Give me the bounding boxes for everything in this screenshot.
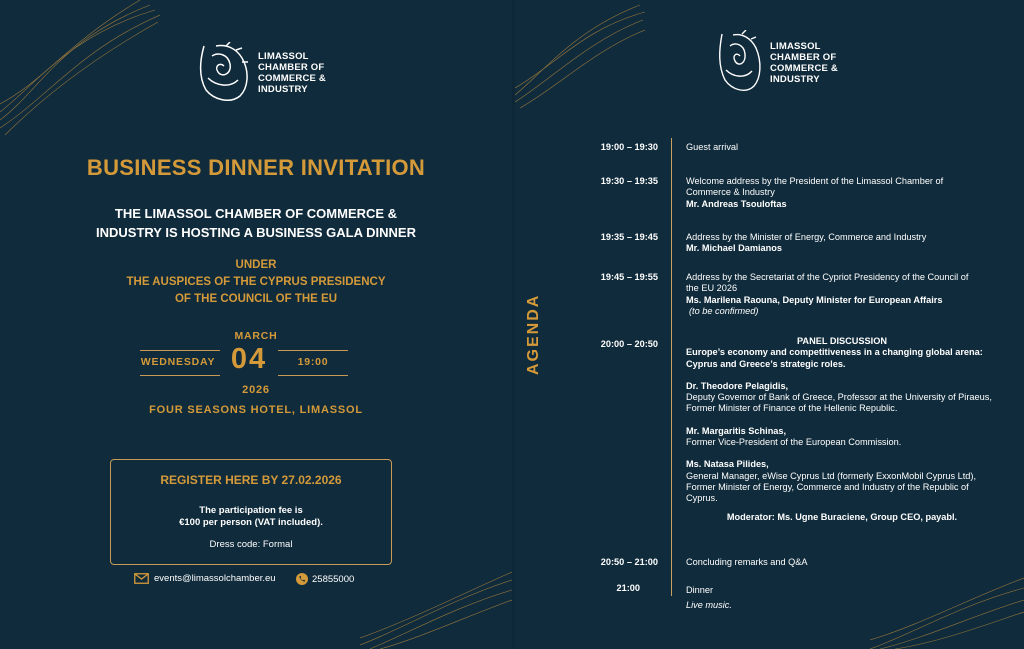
panel-topic: Europe’s economy and competitiveness in a changing global arena: Cyprus and Greece’s strategic roles. xyxy=(686,347,983,369)
phone-icon xyxy=(296,573,308,585)
agenda-item xyxy=(686,176,986,210)
phone-text[interactable]: 25855000 xyxy=(312,573,355,585)
panelist-name: Ms. Natasa Pilides, xyxy=(686,459,769,470)
event-year: 2026 xyxy=(242,384,270,396)
agenda-text: Welcome address by the President of the Limassol Chamber of Commerce & Industry xyxy=(686,176,944,198)
contact-phone[interactable] xyxy=(296,573,354,585)
agenda-text: Dinner xyxy=(686,585,714,595)
contact-email[interactable] xyxy=(134,573,276,584)
agenda-time: 19:35 – 19:45 xyxy=(600,232,658,242)
agenda-timeline-divider xyxy=(671,138,672,596)
envelope-icon xyxy=(134,573,149,584)
agenda-time: 20:00 – 20:50 xyxy=(600,339,658,349)
divider xyxy=(278,375,348,376)
panel-heading: PANEL DISCUSSION xyxy=(796,336,888,346)
agenda-speaker: Mr. Andreas Tsouloftas xyxy=(686,198,787,209)
auspices-line-1: UNDER xyxy=(235,259,277,271)
agenda-item xyxy=(686,142,1006,153)
agenda-panel xyxy=(515,0,1024,649)
logo-line2: CHAMBER OF xyxy=(258,62,325,73)
logo-line3: COMMERCE & xyxy=(770,63,838,74)
agenda-note: (to be confirmed) xyxy=(689,305,759,316)
agenda-item xyxy=(686,272,976,317)
panelist-role: Former Vice-President of the European Commission. xyxy=(686,437,902,448)
email-text[interactable]: events@limassolchamber.eu xyxy=(154,573,276,584)
register-link[interactable]: REGISTER HERE BY 27.02.2026 xyxy=(160,473,342,487)
panel-moderator: Moderator: Ms. Ugne Buraciene, Group CEO, payabl. xyxy=(726,511,958,522)
panelist-name: Mr. Margaritis Schinas, xyxy=(686,425,787,436)
agenda-text: Address by the Minister of Energy, Commerce and Industry xyxy=(686,232,927,242)
gold-wave-decoration-top xyxy=(515,0,645,110)
agenda-speaker: Mr. Michael Damianos xyxy=(686,243,782,254)
divider xyxy=(140,350,220,351)
auspices-line-2: THE AUSPICES OF THE CYPRUS PRESIDENCY xyxy=(126,276,386,288)
invitation-title: BUSINESS DINNER INVITATION xyxy=(86,155,426,180)
auspices-line-3: OF THE COUNCIL OF THE EU xyxy=(174,293,338,305)
event-weekday: WEDNESDAY xyxy=(140,356,216,368)
event-day: 04 xyxy=(230,343,268,375)
agenda-time: 21:00 xyxy=(616,583,640,593)
agenda-time: 19:00 – 19:30 xyxy=(600,142,658,152)
registration-box xyxy=(110,459,392,565)
agenda-label: AGENDA xyxy=(525,293,542,375)
gold-wave-decoration-bottom xyxy=(360,560,512,649)
panelist-name: Dr. Theodore Pelagidis, xyxy=(686,380,789,391)
dress-code: Dress code: Formal xyxy=(209,539,293,550)
logo-line2: CHAMBER OF xyxy=(770,52,837,63)
divider xyxy=(140,375,220,376)
fee-line-2: €100 per person (VAT included). xyxy=(179,517,323,528)
divider xyxy=(278,350,348,351)
panel-discussion xyxy=(686,336,998,523)
chamber-logo xyxy=(716,30,838,96)
panelist-role: Deputy Governor of Bank of Greece, Professor at the University of Piraeus, Former Minister of Finance of the Hellenic Republic. xyxy=(686,392,992,414)
agenda-time: 19:45 – 19:55 xyxy=(600,272,658,282)
logo-line4: INDUSTRY xyxy=(258,84,308,95)
agenda-item xyxy=(686,585,1006,612)
agenda-text: Address by the Secretariat of the Cypriot Presidency of the Council of the EU 2026 xyxy=(686,272,969,294)
event-venue: FOUR SEASONS HOTEL, LIMASSOL xyxy=(149,404,363,416)
agenda-note: Live music. xyxy=(686,600,732,611)
agenda-item xyxy=(686,557,1006,568)
agenda-text: Guest arrival xyxy=(686,142,739,152)
logo-line4: INDUSTRY xyxy=(770,74,820,85)
panelist-role: General Manager, eWise Cyprus Ltd (formerly ExxonMobil Cyprus Ltd), Former Minister of Energy, Commerce and Industry of the Republic of Cyprus. xyxy=(686,470,977,504)
gold-wave-decoration-top xyxy=(0,0,160,140)
logo-line1: LIMASSOL xyxy=(258,51,309,62)
host-line-2: INDUSTRY IS HOSTING A BUSINESS GALA DINNER xyxy=(96,225,416,240)
logo-line1: LIMASSOL xyxy=(770,41,821,52)
agenda-speaker: Ms. Marilena Raouna, Deputy Minister for European Affairs xyxy=(686,294,943,305)
event-time: 19:00 xyxy=(297,356,329,368)
agenda-time: 19:30 – 19:35 xyxy=(600,176,658,186)
chamber-logo xyxy=(196,42,326,104)
agenda-text: Concluding remarks and Q&A xyxy=(686,557,808,567)
event-month: MARCH xyxy=(234,330,278,342)
host-line-1: THE LIMASSOL CHAMBER OF COMMERCE & xyxy=(114,206,398,221)
agenda-item xyxy=(686,232,1006,255)
chamber-emblem-icon xyxy=(196,42,254,104)
fee-line-1: The participation fee is xyxy=(199,505,303,516)
agenda-time: 20:50 – 21:00 xyxy=(600,557,658,567)
logo-line3: COMMERCE & xyxy=(258,73,326,84)
chamber-emblem-icon xyxy=(716,30,766,96)
